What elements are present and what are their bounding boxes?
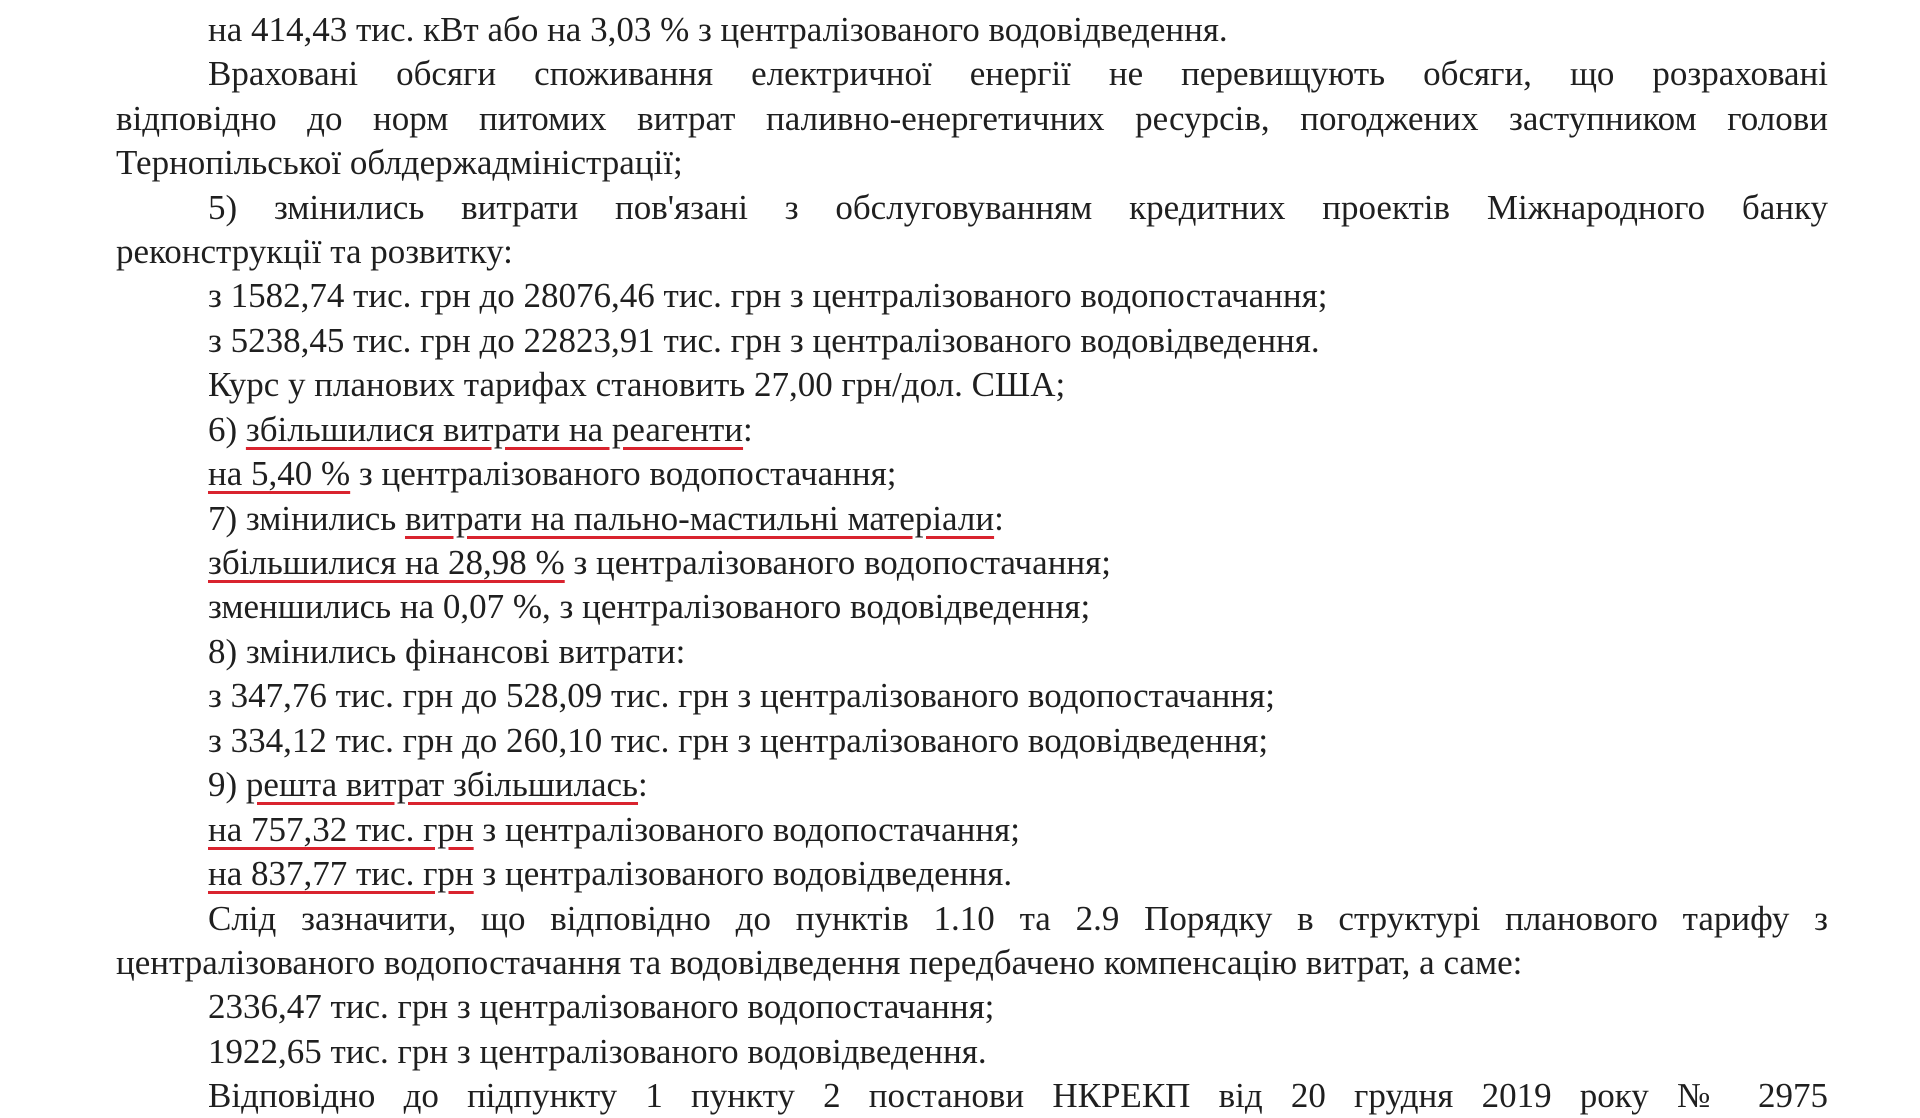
text-span: на 414,43 тис. кВт або на 3,03 % з централізованого водовідведення. <box>208 10 1228 49</box>
text-line <box>116 630 1828 674</box>
text-span: 7) змінились <box>208 499 406 538</box>
text-span: 2336,47 тис. грн з централізованого водопостачання; <box>208 987 995 1026</box>
text-span: з 334,12 тис. грн до 260,10 тис. грн з централізованого водовідведення; <box>208 721 1269 760</box>
text-span: централізованого водопостачання та водовідведення передбачено компенсацію витрат, а саме: <box>116 943 1523 982</box>
highlighted-phrase: на 757,32 тис. грн <box>208 810 474 849</box>
text-span: 1922,65 тис. грн з централізованого водовідведення. <box>208 1032 987 1071</box>
text-line <box>116 319 1828 363</box>
text-line <box>116 186 1828 230</box>
text-line <box>116 541 1828 585</box>
text-span: : <box>743 410 753 449</box>
text-span: 9) <box>208 765 246 804</box>
text-line <box>116 1030 1828 1074</box>
text-span: відповідно до норм питомих витрат паливно-енергетичних ресурсів, погоджених заступником голови <box>116 99 1828 138</box>
text-line <box>116 985 1828 1029</box>
text-span: з централізованого водопостачання; <box>473 810 1020 849</box>
text-line <box>116 97 1828 141</box>
text-span: 5) змінились витрати пов'язані з обслуговуванням кредитних проектів Міжнародного банку <box>208 188 1828 227</box>
text-span: : <box>638 765 648 804</box>
text-line <box>116 674 1828 718</box>
text-span: з 1582,74 тис. грн до 28076,46 тис. грн з централізованого водопостачання; <box>208 276 1328 315</box>
text-span: 8) змінились фінансові витрати: <box>208 632 686 671</box>
text-line <box>116 808 1828 852</box>
text-span: 6) <box>208 410 246 449</box>
text-line <box>116 763 1828 807</box>
text-span: з 5238,45 тис. грн до 22823,91 тис. грн з централізованого водовідведення. <box>208 321 1320 360</box>
highlighted-phrase: на 837,77 тис. грн <box>208 854 474 893</box>
text-line <box>116 497 1828 541</box>
text-line <box>116 897 1828 941</box>
highlighted-phrase: решта витрат збільшилась <box>245 765 639 804</box>
text-line <box>116 408 1828 452</box>
text-span: Курс у планових тарифах становить 27,00 грн/дол. США; <box>208 365 1066 404</box>
text-span: з централізованого водовідведення. <box>473 854 1013 893</box>
text-span: Тернопільської облдержадміністрації; <box>116 143 683 182</box>
highlighted-phrase: на 5,40 % <box>208 454 351 493</box>
text-line <box>116 8 1828 52</box>
text-span: з централізованого водопостачання; <box>350 454 897 493</box>
text-line <box>116 585 1828 629</box>
text-line <box>116 852 1828 896</box>
text-span: Відповідно до підпункту 1 пункту 2 постанови НКРЕКП від 20 грудня 2019 року № 2975 <box>208 1076 1828 1115</box>
text-span: з централізованого водопостачання; <box>564 543 1111 582</box>
text-line <box>116 230 1828 274</box>
text-line <box>116 141 1828 185</box>
text-span: з 347,76 тис. грн до 528,09 тис. грн з централізованого водопостачання; <box>208 676 1275 715</box>
highlighted-phrase: витрати на пально-мастильні матеріали <box>405 499 995 538</box>
text-line <box>116 274 1828 318</box>
text-span: Слід зазначити, що відповідно до пунктів 1.10 та 2.9 Порядку в структурі планового тарифу з <box>208 899 1828 938</box>
text-span: Враховані обсяги споживання електричної енергії не перевищують обсяги, що розраховані <box>208 54 1828 93</box>
text-line <box>116 719 1828 763</box>
text-span: : <box>994 499 1004 538</box>
highlighted-phrase: збільшилися на 28,98 % <box>208 543 565 582</box>
text-line <box>116 941 1828 985</box>
text-line <box>116 452 1828 496</box>
text-line <box>116 52 1828 96</box>
highlighted-phrase: збільшилися витрати на реагенти <box>245 410 744 449</box>
text-line-cut <box>116 1074 1828 1115</box>
text-span: реконструкції та розвитку: <box>116 232 513 271</box>
text-span: зменшились на 0,07 %, з централізованого водовідведення; <box>208 587 1091 626</box>
text-line <box>116 363 1828 407</box>
